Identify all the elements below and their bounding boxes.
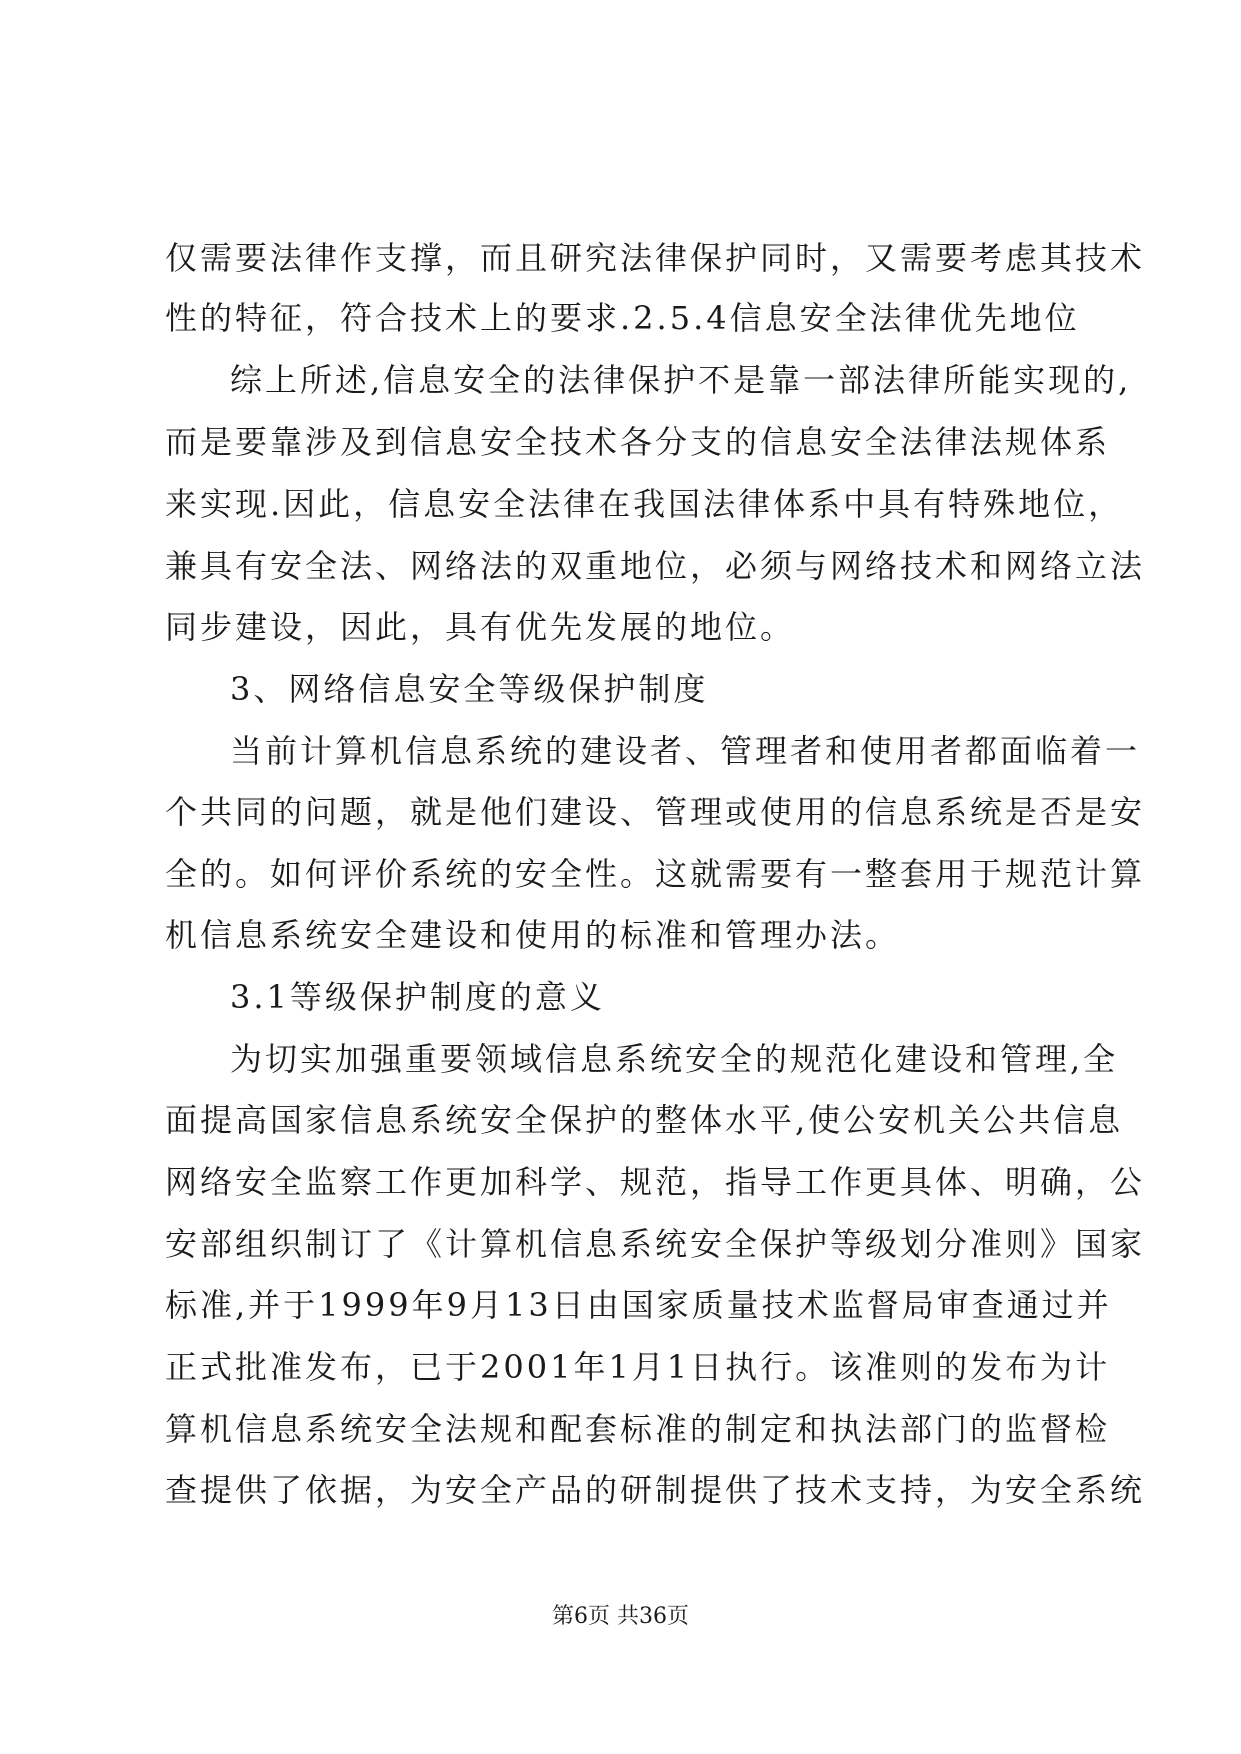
text-line: 仅需要法律作支撑，而且研究法律保护同时，又需要考虑其技术: [165, 239, 1146, 277]
text-line: 性的特征，符合技术上的要求.2.5.4信息安全法律优先地位: [165, 299, 1080, 337]
text-line: 网络安全监察工作更加科学、规范，指导工作更具体、明确，公: [165, 1163, 1146, 1201]
text-line: 正式批准发布，已于2001年1月1日执行。该准则的发布为计: [165, 1348, 1111, 1386]
text-line: 同步建设，因此，具有优先发展的地位。: [165, 608, 796, 646]
text-line: 算机信息系统安全法规和配套标准的制定和执法部门的监督检: [165, 1410, 1111, 1448]
text-line: 全的。如何评价系统的安全性。这就需要有一整套用于规范计算: [165, 855, 1146, 893]
text-line: 兼具有安全法、网络法的双重地位，必须与网络技术和网络立法: [165, 547, 1146, 585]
paragraph-start-line: 当前计算机信息系统的建设者、管理者和使用者都面临着一: [230, 732, 1141, 770]
text-line: 面提高国家信息系统安全保护的整体水平,使公安机关公共信息: [165, 1101, 1124, 1139]
paragraph-start-line: 为切实加强重要领域信息系统安全的规范化建设和管理,全: [230, 1040, 1119, 1078]
text-line: 安部组织制订了《计算机信息系统安全保护等级划分准则》国家: [165, 1225, 1146, 1263]
text-line: 标准,并于1999年9月13日由国家质量技术监督局审查通过并: [165, 1286, 1112, 1324]
section-heading: 3、网络信息安全等级保护制度: [230, 670, 709, 708]
text-line: 而是要靠涉及到信息安全技术各分支的信息安全法律法规体系: [165, 423, 1111, 461]
text-line: 查提供了依据，为安全产品的研制提供了技术支持，为安全系统: [165, 1471, 1146, 1509]
text-line: 个共同的问题，就是他们建设、管理或使用的信息系统是否是安: [165, 793, 1146, 831]
paragraph-start-line: 综上所述,信息安全的法律保护不是靠一部法律所能实现的,: [230, 361, 1132, 399]
subsection-heading: 3.1等级保护制度的意义: [230, 978, 605, 1016]
text-line: 机信息系统安全建设和使用的标准和管理办法。: [165, 916, 901, 954]
page-footer: 第6页 共36页: [552, 1604, 689, 1629]
text-line: 来实现.因此，信息安全法律在我国法律体系中具有特殊地位，: [165, 485, 1124, 523]
